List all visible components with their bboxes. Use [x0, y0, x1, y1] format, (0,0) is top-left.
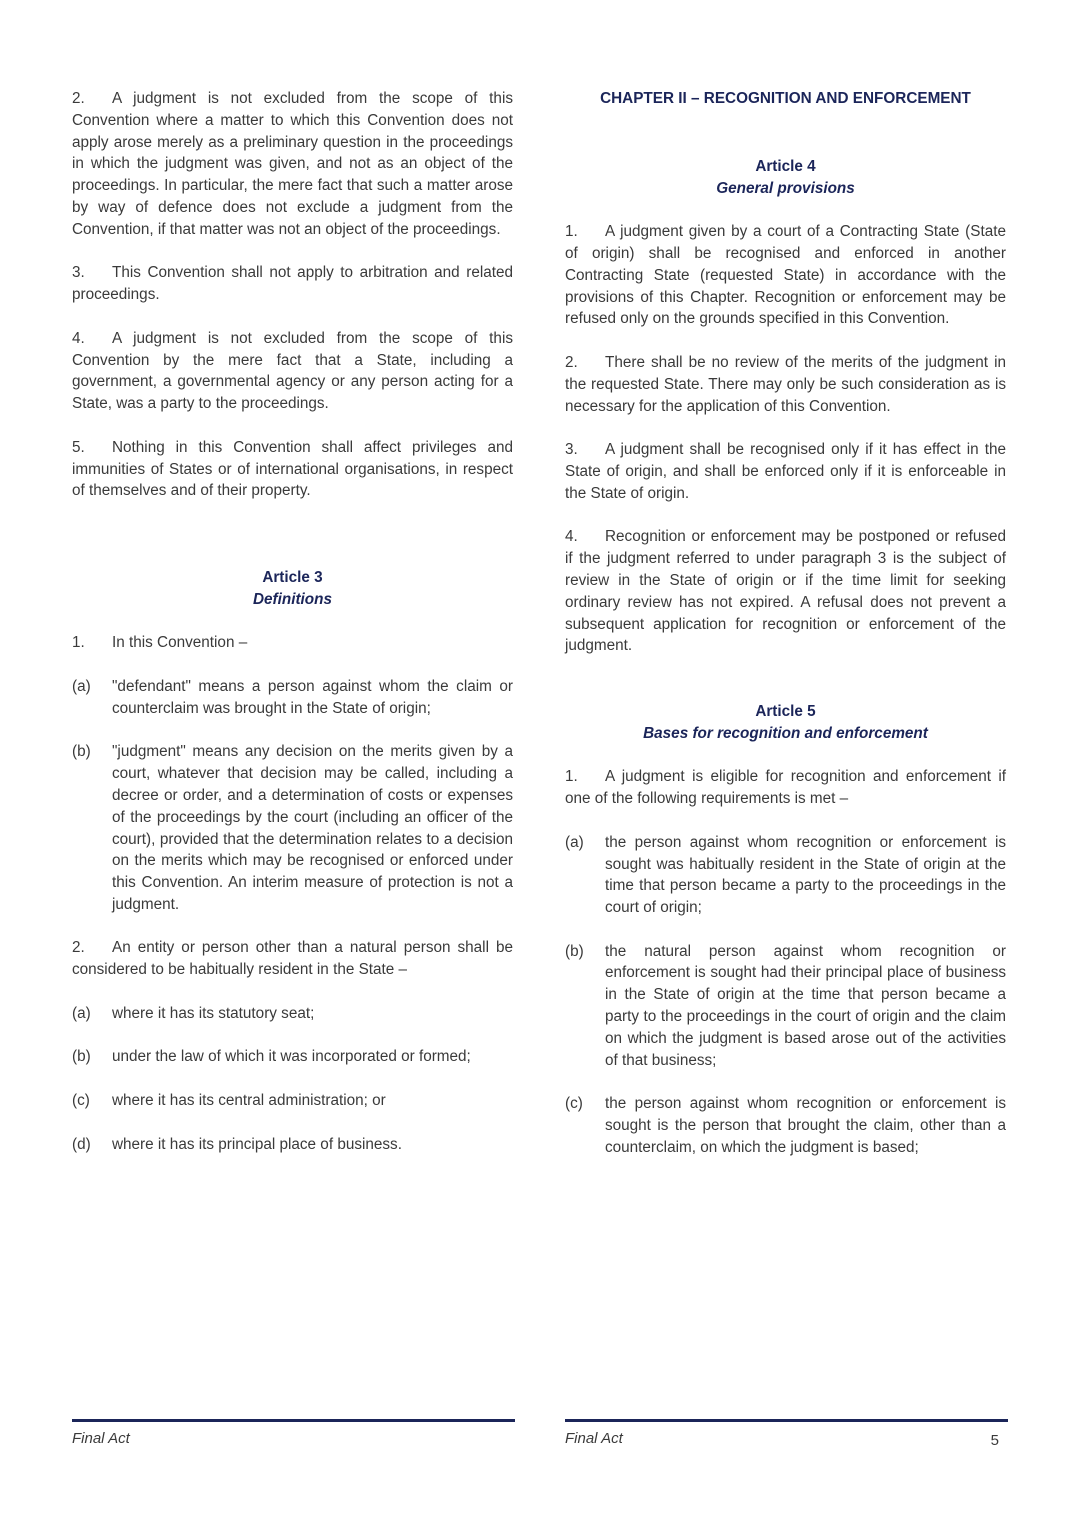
article-5-title: Article 5	[755, 702, 816, 720]
left-column	[72, 88, 513, 1177]
art5-paragraph-1: 1. A judgment is eligible for recognition and enforcement if one of the following requirements is met –	[565, 768, 1006, 808]
art2-paragraph-4: 4. A judgment is not excluded from the scope of this Convention by the mere fact that a State, including a government, a governmental agency or any person acting for a State, was a party to the proceedings.	[72, 329, 513, 413]
art2-paragraph-2: 2. A judgment is not excluded from the scope of this Convention where a matter to which this Convention does not apply arose merely as a preliminary question in the proceedings in which the judgment was given, and not as an object of the proceedings. In particular, the mere fact that such a matter arose by way of defence does not exclude a judgment from the Convention, if that matter was not an object of the proceedings.	[72, 90, 513, 238]
art2-paragraph-3: 3. This Convention shall not apply to arbitration and related proceedings.	[72, 264, 513, 304]
chapter-heading: CHAPTER II – RECOGNITION AND ENFORCEMENT	[600, 90, 971, 107]
art3-item-b: (b) "judgment" means any decision on the merits given by a court, whatever that decision may be called, including a decree or order, and a determination of costs or expenses of the proceedings by the court (including an officer of the court), provided that the determination relates to a decision on the merits which may be recognised or enforced under this Convention. An interim measure of protection is not a judgment.	[72, 743, 513, 913]
art3-item-a: (a) "defendant" means a person against whom the claim or counterclaim was brought in the State of origin;	[72, 677, 513, 717]
article-3-title: Article 3	[262, 568, 323, 586]
art2-paragraph-5: 5. Nothing in this Convention shall affect privileges and immunities of States or of international organisations, in respect of themselves and of their property.	[72, 438, 513, 500]
art4-paragraph-4: 4. Recognition or enforcement may be postponed or refused if the judgment referred to under paragraph 3 is the subject of review in the State of origin or if the time limit for seeking ordinary review has not expired. A refusal does not prevent a subsequent application for recognition or enforcement of the judgment.	[565, 528, 1006, 655]
art4-paragraph-3: 3. A judgment shall be recognised only if it has effect in the State of origin, and shall be enforced only if it is enforceable in the State of origin.	[565, 441, 1006, 502]
art4-paragraph-2: 2. There shall be no review of the merits of the judgment in the requested State. There may only be such consideration as is necessary for the application of this Convention.	[565, 353, 1006, 415]
art5-item-c: (c) the person against whom recognition or enforcement is sought is the person that brought the claim, other than a counterclaim, on which the judgment is based;	[565, 1095, 1006, 1156]
art5-item-a: (a) the person against whom recognition or enforcement is sought was habitually resident in the State of origin at the time that person became a party to the proceedings in the court of origin;	[565, 833, 1006, 917]
footer-rule-right	[565, 1419, 1008, 1422]
footer-label-left: Final Act	[72, 1430, 130, 1447]
art3-2-item-d: (d) where it has its principal place of business.	[72, 1135, 402, 1153]
article-4-title: Article 4	[755, 157, 816, 175]
right-column	[565, 88, 1006, 1180]
article-4-subtitle: General provisions	[716, 179, 855, 197]
article-5-subtitle: Bases for recognition and enforcement	[643, 724, 928, 742]
page-number: 5	[990, 1432, 999, 1449]
art3-2-item-c: (c) where it has its central administration; or	[72, 1092, 386, 1110]
art4-paragraph-1: 1. A judgment given by a court of a Contracting State (State of origin) shall be recognised and enforced in another Contracting State (requested State) in accordance with the provisions of this Chapter. Recognition or enforcement may be refused only on the grounds specified in this Convention.	[565, 223, 1006, 328]
article-3-subtitle: Definitions	[252, 590, 333, 608]
art3-paragraph-2: 2. An entity or person other than a natural person shall be considered to be habitually resident in the State –	[72, 939, 513, 979]
art5-item-b: (b) the natural person against whom recognition or enforcement is sought had their principal place of business in the State of origin at the time that person became a party to the proceedings in the court of origin and the claim on which the judgment is based arose out of the activities of that business;	[565, 942, 1006, 1069]
footer-label-right: Final Act	[565, 1430, 623, 1447]
art3-paragraph-1: 1. In this Convention –	[72, 634, 248, 652]
art3-2-item-b: (b) under the law of which it was incorporated or formed;	[72, 1048, 471, 1066]
art3-2-item-a: (a) where it has its statutory seat;	[72, 1004, 315, 1022]
footer-rule-left	[72, 1419, 515, 1422]
